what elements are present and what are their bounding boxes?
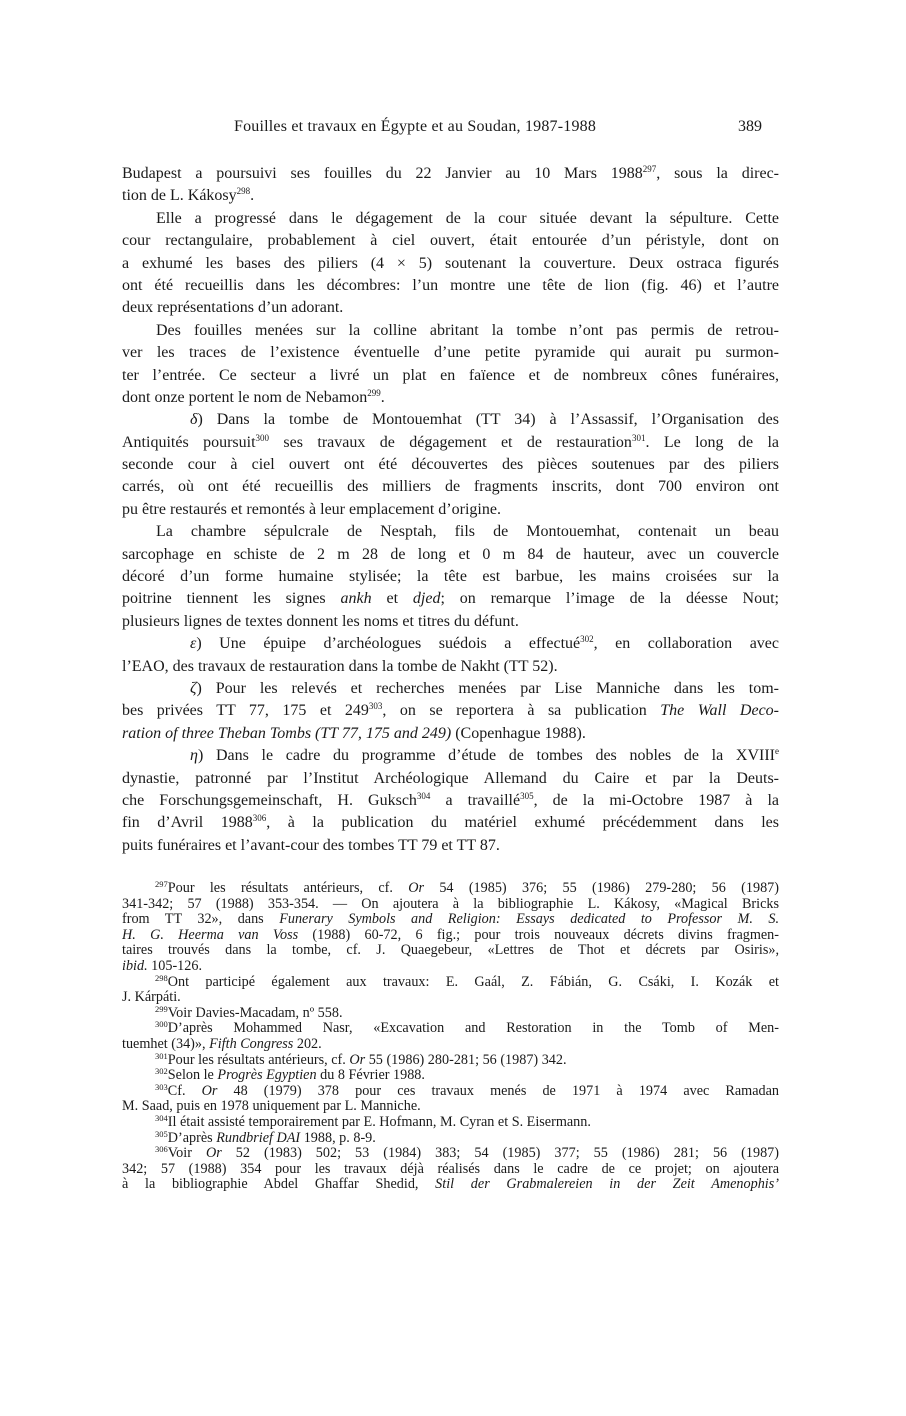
body-line: dynastie, patronné par l’Institut Archéologique Allemand du Caire et par la Deuts- <box>122 769 779 787</box>
body-line: ε) Une épuipe d’archéologues suédois a effectué$^{302}$, en collaboration avec <box>190 634 779 653</box>
body-text <box>122 163 779 857</box>
footnote-line: tuemhet (34)», Fifth Congress 202. <box>122 1036 322 1052</box>
body-line: dont onze portent le nom de Nebamon$^{299}$. <box>122 387 385 406</box>
body-line: décoré d’un forme humaine stylisée; la tête est barbue, les mains croisées sur la <box>122 568 779 586</box>
footnote-line: $^{305}$D’après Rundbrief DAI 1988, p. 8-9. <box>155 1130 376 1146</box>
body-line: ration of three Theban Tombs (TT 77, 175 and 249) (Copenhague 1988). <box>122 724 586 742</box>
body-line: plusieurs lignes de textes donnent les noms et titres du défunt. <box>122 612 519 630</box>
footnote-line: $^{301}$Pour les résultats antérieurs, cf. Or 55 (1986) 280-281; 56 (1987) 342. <box>155 1052 567 1068</box>
body-line: Antiquités poursuit$^{300}$ ses travaux de dégagement et de restauration$^{301}$. Le long de la <box>122 432 779 451</box>
body-line: η) Dans le cadre du programme d’étude de tombes des nobles de la XVIIIe <box>190 746 779 765</box>
body-line: a exhumé les bases des piliers (4 × 5) soutenant la couverture. Deux ostraca figurés <box>122 254 779 272</box>
footnote-line: J. Kárpáti. <box>122 990 181 1006</box>
footnotes <box>122 881 779 1193</box>
body-line: sarcophage en schiste de 2 m 28 de long et 0 m 84 de hauteur, avec un couvercle <box>122 545 779 563</box>
body-line: Des fouilles menées sur la colline abritant la tombe n’ont pas permis de retrou- <box>156 321 779 339</box>
body-line: puits funéraires et l’avant-cour des tombes TT 79 et TT 87. <box>122 836 500 854</box>
body-line: bes privées TT 77, 175 et $249^{303}$, on se reportera à sa publication The Wall Deco- <box>122 701 779 720</box>
body-line: tion de L. Kákosy$^{298}$. <box>122 186 255 205</box>
footnote-line: H. G. Heerma van Voss (1988) 60-72, 6 fig.; pour trois nouveaux décrets divins fragmen- <box>122 927 779 943</box>
footnote-line: $^{303}$Cf. Or 48 (1979) 378 pour ces travaux menés de 1971 à 1974 avec Ramadan <box>155 1083 779 1099</box>
footnote-line: 342; 57 (1988) 354 pour les travaux déjà réalisés dans le cadre de ce projet; on ajoutera <box>122 1161 779 1177</box>
footnote-line: $^{302}$Selon le Progrès Egyptien du 8 Février 1988. <box>155 1068 425 1084</box>
body-line: che Forschungsgemeinschaft, H. Guksch$^{304}$ a travaillé$^{305}$, de la mi-Octobre 1987 à la <box>122 790 779 809</box>
running-header <box>122 118 762 140</box>
body-line: Budapest a poursuivi ses fouilles du 22 Janvier au 10 Mars 1988$^{297}$, sous la direc- <box>122 164 779 182</box>
body-line: La chambre sépulcrale de Nesptah, fils de Montouemhat, contenait un beau <box>156 523 779 541</box>
body-line: ont été recueillis dans les décombres: l’un montre une tête de lion (fig. 46) et l’autre <box>122 276 779 294</box>
body-line: ver les traces de l’existence éventuelle d’une petite pyramide qui aurait pu surmon- <box>122 344 779 362</box>
footnote-line: $^{300}$D’après Mohammed Nasr, «Excavation and Restoration in the Tomb of Men- <box>155 1021 779 1037</box>
footnote-line: from TT 32», dans Funerary Symbols and Religion: Essays dedicated to Professor M. S. <box>122 912 779 928</box>
running-title: Fouilles et travaux en Égypte et au Soudan, 1987-1988 <box>234 118 597 135</box>
footnote-line: $^{298}$Ont participé également aux travaux: E. Gaál, Z. Fábián, G. Csáki, I. Kozák et <box>155 974 779 990</box>
footnote-line: ibid. 105-126. <box>122 958 203 974</box>
body-line: seconde cour à ciel ouvert ont été découvertes des pièces soutenues par des piliers <box>122 456 779 474</box>
body-line: l’EAO, des travaux de restauration dans la tombe de Nakht (TT 52). <box>122 657 558 675</box>
body-line: fin d’Avril 1988$^{306}$, à la publication du matériel exhumé précédemment dans les <box>122 813 779 832</box>
footnote-line: taires trouvés dans la tombe, cf. J. Quaegebeur, «Lettres de Thot et décrets par Osiris», <box>122 943 779 959</box>
body-line: poitrine tiennent les signes ankh et djed; on remarque l’image de la déesse Nout; <box>122 590 779 608</box>
body-line: ter l’entrée. Ce secteur a livré un plat en faïence et de nombreux cônes funéraires, <box>122 366 779 384</box>
body-line: deux représentations d’un adorant. <box>122 299 344 317</box>
footnote-line: à la bibliographie Abdel Ghaffar Shedid, Stil der Grabmalereien in der Zeit Amenophis’ <box>122 1177 779 1193</box>
body-line: δ) Dans la tombe de Montouemhat (TT 34) à l’Assassif, l’Organisation des <box>190 411 779 429</box>
body-line: ζ) Pour les relevés et recherches menées par Lise Manniche dans les tom- <box>190 679 779 697</box>
footnote-line: M. Saad, puis en 1978 uniquement par L. Manniche. <box>122 1099 421 1115</box>
page-number: 389 <box>738 118 762 135</box>
footnote-line: $^{304}$Il était assisté temporairement par E. Hofmann, M. Cyran et S. Eisermann. <box>155 1114 591 1130</box>
body-line: pu être restaurés et remontés à leur emplacement d’origine. <box>122 500 501 518</box>
footnote-line: $^{306}$Voir Or 52 (1983) 502; 53 (1984) 383; 54 (1985) 377; 55 (1986) 281; 56 (1987) <box>155 1146 779 1162</box>
footnote-line: $^{299}$Voir Davies-Macadam, nº 558. <box>155 1005 343 1021</box>
body-line: cour rectangulaire, probablement à ciel ouvert, était entourée d’un péristyle, dont on <box>122 232 779 250</box>
body-line: Elle a progressé dans le dégagement de la cour située devant la sépulture. Cette <box>156 209 779 227</box>
footnote-line: $^{297}$Pour les résultats antérieurs, cf. Or 54 (1985) 376; 55 (1986) 279-280; 56 (1987) <box>155 881 779 896</box>
body-line: carrés, où ont été recueillis des milliers de fragments inscrits, dont 700 environ ont <box>122 478 779 496</box>
footnote-line: 341-342; 57 (1988) 353-354. — On ajoutera à la bibliographie L. Kákosy, «Magical Bricks <box>122 896 779 912</box>
